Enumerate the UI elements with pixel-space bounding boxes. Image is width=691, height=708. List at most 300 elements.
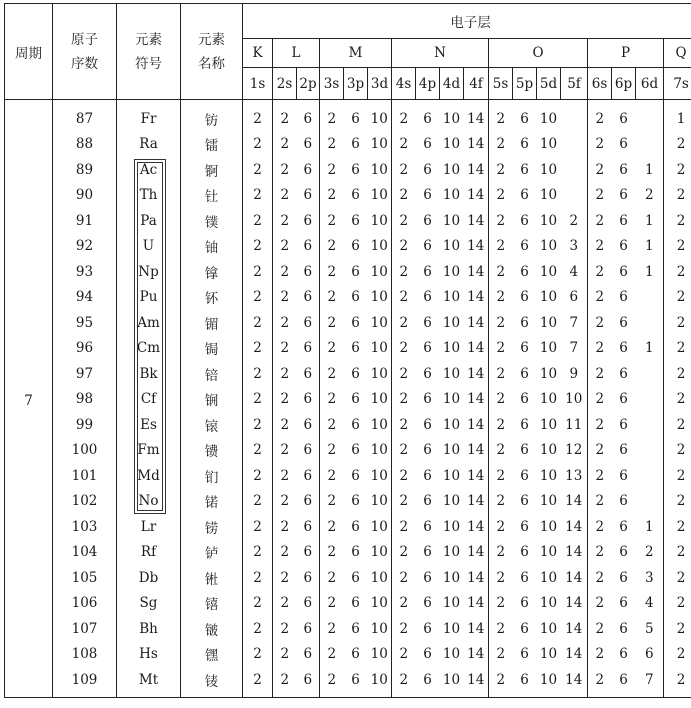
electron-count-4p: 6 <box>423 518 432 535</box>
electron-count-5p: 6 <box>520 187 529 204</box>
electron-count-5f: 6 <box>561 285 588 311</box>
electron-count-6s: 2 <box>588 310 612 336</box>
table-row <box>5 438 691 464</box>
electron-count-5p: 6 <box>520 646 529 663</box>
header-symbol: 元素符号 <box>117 4 181 100</box>
electron-count-2s: 2 <box>273 489 297 515</box>
electron-count-3p: 6 <box>351 467 360 484</box>
electron-count-2s: 2 <box>273 642 297 668</box>
atomic-number-cell: 88 <box>53 132 117 158</box>
electron-count-3d: 10 <box>368 565 392 591</box>
electron-count-7s: 2 <box>664 667 691 697</box>
electron-count-3s: 2 <box>320 310 344 336</box>
header-electron-shells: 电子层 <box>243 4 691 39</box>
electron-count-3s: 2 <box>320 489 344 515</box>
electron-count-3s: 2 <box>320 642 344 668</box>
header-subshell-5f: 5f <box>561 68 588 100</box>
electron-count-6p: 6 <box>619 595 628 612</box>
electron-count-2s: 2 <box>273 336 297 362</box>
element-name-cell: 镅 <box>181 310 243 336</box>
header-subshell-5p: 5p <box>513 68 537 100</box>
electron-count-5p: 6 <box>520 161 529 178</box>
electron-count-2s: 2 <box>273 157 297 183</box>
atomic-number-cell: 105 <box>53 565 117 591</box>
electron-count-3s: 2 <box>320 616 344 642</box>
electron-count-2p: 6 <box>297 259 320 285</box>
electron-count-7s: 2 <box>664 565 691 591</box>
electron-count-2s: 2 <box>273 438 297 464</box>
table-row <box>5 336 691 362</box>
electron-count-6p: 6 <box>619 263 628 280</box>
electron-count-6p: 6 <box>619 212 628 229</box>
header-name: 元素名称 <box>181 4 243 100</box>
header-subshell-2p: 2p <box>297 68 320 100</box>
electron-count-3d: 10 <box>368 463 392 489</box>
electron-count-3d: 10 <box>368 540 392 566</box>
electron-count-4s: 2 <box>392 157 416 183</box>
electron-count-2s: 2 <box>273 540 297 566</box>
electron-count-6p: 6 <box>619 161 628 178</box>
atomic-number-cell: 106 <box>53 591 117 617</box>
electron-count-2p: 6 <box>297 514 320 540</box>
electron-count-4s: 2 <box>392 616 416 642</box>
electron-count-4d: 10 <box>442 314 461 331</box>
electron-count-3p: 6 <box>351 212 360 229</box>
electron-count-5d: 10 <box>539 646 558 663</box>
header-shell-p: P <box>588 39 664 68</box>
element-symbol-cell: Bk <box>117 361 181 387</box>
electron-count-4f: 14 <box>464 667 489 697</box>
electron-count-6p: 6 <box>619 238 628 255</box>
electron-count-6p: 6 <box>619 187 628 204</box>
atomic-number-cell: 90 <box>53 183 117 209</box>
element-symbol-cell: Db <box>117 565 181 591</box>
electron-count-1s: 2 <box>243 132 273 158</box>
element-symbol-cell: Es <box>117 412 181 438</box>
electron-count-3d: 10 <box>368 412 392 438</box>
table-row <box>5 208 691 234</box>
electron-count-4p: 6 <box>423 314 432 331</box>
electron-count-3p: 6 <box>351 365 360 382</box>
table-row <box>5 591 691 617</box>
electron-count-7s: 2 <box>664 310 691 336</box>
electron-count-5p: 6 <box>520 442 529 459</box>
electron-count-5s: 2 <box>489 616 513 642</box>
electron-count-4s: 2 <box>392 208 416 234</box>
element-symbol-cell: Pu <box>117 285 181 311</box>
table-row <box>5 285 691 311</box>
electron-count-4d: 10 <box>442 416 461 433</box>
header-subshell-2s: 2s <box>273 68 297 100</box>
header-subshell-6p: 6p <box>612 68 636 100</box>
electron-count-7s: 2 <box>664 208 691 234</box>
electron-count-6s: 2 <box>588 183 612 209</box>
electron-count-4s: 2 <box>392 132 416 158</box>
electron-count-2p: 6 <box>297 489 320 515</box>
electron-count-4s: 2 <box>392 336 416 362</box>
electron-count-4p: 6 <box>423 187 432 204</box>
atomic-number-cell: 101 <box>53 463 117 489</box>
atomic-number-cell: 98 <box>53 387 117 413</box>
electron-count-1s: 2 <box>243 183 273 209</box>
electron-count-5s: 2 <box>489 514 513 540</box>
electron-count-6s: 2 <box>588 157 612 183</box>
electron-count-5d: 10 <box>539 238 558 255</box>
electron-count-5d: 10 <box>539 620 558 637</box>
electron-count-5s: 2 <box>489 540 513 566</box>
electron-count-3s: 2 <box>320 336 344 362</box>
electron-count-2p: 6 <box>297 565 320 591</box>
electron-count-6d: 7 <box>636 667 664 697</box>
electron-count-5d: 10 <box>539 544 558 561</box>
electron-count-6d: 2 <box>636 540 664 566</box>
electron-count-5f <box>561 132 588 158</box>
electron-count-5p: 6 <box>520 289 529 306</box>
electron-count-6d <box>636 310 664 336</box>
electron-count-6d <box>636 438 664 464</box>
header-subshell-3s: 3s <box>320 68 344 100</box>
electron-count-6d: 6 <box>636 642 664 668</box>
electron-count-1s: 2 <box>243 208 273 234</box>
electron-count-5d: 10 <box>539 340 558 357</box>
header-subshell-7s: 7s <box>664 68 691 100</box>
electron-count-2s: 2 <box>273 616 297 642</box>
electron-count-4p: 6 <box>423 620 432 637</box>
header-subshell-4p: 4p <box>416 68 440 100</box>
element-name-cell: 镄 <box>181 438 243 464</box>
electron-count-4f: 14 <box>464 361 489 387</box>
electron-count-2p: 6 <box>297 100 320 132</box>
electron-count-3s: 2 <box>320 667 344 697</box>
electron-count-4p: 6 <box>423 212 432 229</box>
electron-count-4d: 10 <box>442 544 461 561</box>
electron-count-4p: 6 <box>423 595 432 612</box>
electron-count-4d: 10 <box>442 646 461 663</box>
electron-count-3p: 6 <box>351 263 360 280</box>
electron-count-3p: 6 <box>344 667 368 697</box>
electron-count-6p: 6 <box>619 518 628 535</box>
electron-count-5p: 6 <box>520 365 529 382</box>
electron-count-6d: 4 <box>636 591 664 617</box>
header-subshell-6d: 6d <box>636 68 664 100</box>
electron-count-1s: 2 <box>243 361 273 387</box>
electron-count-6d <box>636 132 664 158</box>
electron-count-4p: 6 <box>416 667 440 697</box>
electron-count-5s: 2 <box>489 412 513 438</box>
electron-count-5s: 2 <box>489 285 513 311</box>
electron-count-2s: 2 <box>273 310 297 336</box>
electron-count-5f: 13 <box>561 463 588 489</box>
electron-count-6p: 6 <box>619 136 628 153</box>
electron-count-4f: 14 <box>464 157 489 183</box>
electron-count-7s: 2 <box>664 642 691 668</box>
electron-count-3p: 6 <box>351 646 360 663</box>
electron-count-5p: 6 <box>513 667 537 697</box>
electron-count-2p: 6 <box>297 591 320 617</box>
electron-count-3p: 6 <box>351 518 360 535</box>
header-shell-m: M <box>320 39 392 68</box>
electron-count-4s: 2 <box>392 285 416 311</box>
element-symbol-cell: Hs <box>117 642 181 668</box>
electron-count-2p: 6 <box>297 208 320 234</box>
electron-count-4d: 10 <box>442 161 461 178</box>
electron-count-3d: 10 <box>368 591 392 617</box>
header-atomic-number: 原子序数 <box>53 4 117 100</box>
electron-count-4d: 10 <box>442 238 461 255</box>
electron-count-4s: 2 <box>392 642 416 668</box>
element-symbol-cell: Cf <box>117 387 181 413</box>
electron-count-5f: 14 <box>561 616 588 642</box>
electron-count-4s: 2 <box>392 387 416 413</box>
electron-count-7s: 2 <box>664 259 691 285</box>
electron-count-6p: 6 <box>612 667 636 697</box>
electron-count-1s: 2 <box>243 259 273 285</box>
electron-count-4d: 10 <box>442 289 461 306</box>
electron-count-4s: 2 <box>392 183 416 209</box>
electron-count-4d: 10 <box>442 391 461 408</box>
element-name-cell: 锫 <box>181 361 243 387</box>
electron-count-2p: 6 <box>297 234 320 260</box>
electron-count-5s: 2 <box>489 100 513 132</box>
table-row <box>5 100 691 132</box>
electron-count-3p: 6 <box>351 569 360 586</box>
electron-count-5d: 10 <box>539 518 558 535</box>
electron-count-3s: 2 <box>320 591 344 617</box>
electron-count-5d: 10 <box>539 493 558 510</box>
header-subshell-3d: 3d <box>368 68 392 100</box>
electron-count-4p: 6 <box>423 289 432 306</box>
element-name-cell: 鿏 <box>181 667 243 697</box>
electron-count-7s: 2 <box>664 489 691 515</box>
electron-count-2s: 2 <box>273 208 297 234</box>
electron-count-1s: 2 <box>243 616 273 642</box>
electron-count-1s: 2 <box>243 438 273 464</box>
electron-count-6d <box>636 285 664 311</box>
electron-count-6p: 6 <box>619 289 628 306</box>
atomic-number-cell: 94 <box>53 285 117 311</box>
electron-count-1s: 2 <box>243 642 273 668</box>
element-symbol-cell: Lr <box>117 514 181 540</box>
electron-count-5d: 10 <box>539 569 558 586</box>
electron-count-5s: 2 <box>489 387 513 413</box>
electron-count-4s: 2 <box>392 234 416 260</box>
electron-count-1s: 2 <box>243 514 273 540</box>
electron-count-5f: 11 <box>561 412 588 438</box>
header-subshell-3p: 3p <box>344 68 368 100</box>
electron-count-4f: 14 <box>464 438 489 464</box>
electron-count-5s: 2 <box>489 565 513 591</box>
element-symbol-cell: Am <box>117 310 181 336</box>
electron-count-3s: 2 <box>320 208 344 234</box>
electron-count-4p: 6 <box>423 161 432 178</box>
element-symbol-cell: Mt <box>117 667 181 697</box>
electron-count-3p: 6 <box>351 595 360 612</box>
electron-count-5d: 10 <box>537 667 561 697</box>
electron-count-5p: 6 <box>520 595 529 612</box>
electron-count-3s: 2 <box>320 540 344 566</box>
electron-count-5f: 14 <box>561 642 588 668</box>
electron-count-6s: 2 <box>588 100 612 132</box>
electron-count-6d: 1 <box>636 336 664 362</box>
electron-count-2p: 6 <box>297 642 320 668</box>
electron-count-6p: 6 <box>619 442 628 459</box>
electron-count-3p: 6 <box>351 314 360 331</box>
actinide-box-inner <box>137 162 163 511</box>
header-shell-n: N <box>392 39 489 68</box>
electron-count-2p: 6 <box>297 463 320 489</box>
electron-count-4s: 2 <box>392 540 416 566</box>
element-name-cell: 铀 <box>181 234 243 260</box>
electron-count-5d: 10 <box>539 442 558 459</box>
electron-count-3d: 10 <box>368 310 392 336</box>
element-name-cell: 锘 <box>181 489 243 515</box>
electron-count-4d: 10 <box>442 263 461 280</box>
electron-count-4f: 14 <box>464 591 489 617</box>
electron-count-3d: 10 <box>368 336 392 362</box>
electron-count-4p: 6 <box>423 544 432 561</box>
electron-configuration-table <box>4 3 691 698</box>
atomic-number-cell: 99 <box>53 412 117 438</box>
electron-count-5f <box>561 100 588 132</box>
electron-count-7s: 2 <box>664 157 691 183</box>
electron-count-4f: 14 <box>464 412 489 438</box>
table-row <box>5 540 691 566</box>
atomic-number-cell: 107 <box>53 616 117 642</box>
electron-count-5s: 2 <box>489 489 513 515</box>
electron-count-4f: 14 <box>464 285 489 311</box>
electron-count-7s: 2 <box>664 361 691 387</box>
table-row <box>5 514 691 540</box>
table-row <box>5 132 691 158</box>
electron-count-4d: 10 <box>442 136 461 153</box>
electron-count-7s: 2 <box>664 616 691 642</box>
electron-count-7s: 1 <box>664 100 691 132</box>
electron-count-4f: 14 <box>464 489 489 515</box>
electron-count-6s: 2 <box>588 208 612 234</box>
electron-count-3d: 10 <box>368 387 392 413</box>
electron-count-7s: 2 <box>664 336 691 362</box>
electron-count-6p: 6 <box>619 340 628 357</box>
electron-count-4d: 10 <box>442 518 461 535</box>
electron-count-4f: 14 <box>464 183 489 209</box>
electron-count-5p: 6 <box>520 416 529 433</box>
electron-count-5f: 14 <box>561 514 588 540</box>
electron-count-5p: 6 <box>520 340 529 357</box>
electron-count-5p: 6 <box>520 620 529 637</box>
electron-count-4d: 10 <box>442 569 461 586</box>
electron-count-1s: 2 <box>243 310 273 336</box>
table-row <box>5 387 691 413</box>
electron-count-6p: 6 <box>619 391 628 408</box>
electron-count-4d: 10 <box>442 620 461 637</box>
electron-count-4d: 10 <box>440 667 464 697</box>
electron-count-4f: 14 <box>464 310 489 336</box>
element-symbol-cell: Np <box>117 259 181 285</box>
electron-count-5s: 2 <box>489 336 513 362</box>
electron-count-5d: 10 <box>539 595 558 612</box>
electron-count-3d: 10 <box>368 514 392 540</box>
electron-count-5s: 2 <box>489 310 513 336</box>
electron-count-5f: 2 <box>561 208 588 234</box>
element-symbol-cell: Cm <box>117 336 181 362</box>
electron-count-4d: 10 <box>442 365 461 382</box>
table-row <box>5 234 691 260</box>
electron-count-5d: 10 <box>539 314 558 331</box>
electron-count-5f <box>561 183 588 209</box>
electron-count-5s: 2 <box>489 591 513 617</box>
electron-count-3d: 10 <box>368 183 392 209</box>
electron-count-5p: 6 <box>520 391 529 408</box>
header-subshell-4s: 4s <box>392 68 416 100</box>
electron-count-3s: 2 <box>320 132 344 158</box>
atomic-number-cell: 108 <box>53 642 117 668</box>
electron-count-5d: 10 <box>539 187 558 204</box>
electron-count-1s: 2 <box>243 565 273 591</box>
atomic-number-cell: 89 <box>53 157 117 183</box>
electron-count-6d <box>636 100 664 132</box>
electron-count-3s: 2 <box>320 387 344 413</box>
electron-count-7s: 2 <box>664 591 691 617</box>
electron-count-5f: 14 <box>561 667 588 697</box>
electron-count-4d: 10 <box>442 595 461 612</box>
table-row <box>5 157 691 183</box>
electron-count-5s: 2 <box>489 463 513 489</box>
electron-count-6p: 6 <box>619 544 628 561</box>
electron-count-3p: 6 <box>351 136 360 153</box>
electron-count-5f: 7 <box>561 336 588 362</box>
element-name-cell: 钍 <box>181 183 243 209</box>
element-symbol-cell: Bh <box>117 616 181 642</box>
electron-count-6p: 6 <box>619 493 628 510</box>
table-row <box>5 361 691 387</box>
electron-count-6p: 6 <box>619 646 628 663</box>
electron-count-4f: 14 <box>464 234 489 260</box>
electron-count-4f: 14 <box>464 259 489 285</box>
electron-count-6p: 6 <box>619 620 628 637</box>
electron-count-4f: 14 <box>464 336 489 362</box>
table-row <box>5 310 691 336</box>
header-subshell-5s: 5s <box>489 68 513 100</box>
electron-count-5p: 6 <box>520 467 529 484</box>
electron-count-3d: 10 <box>368 361 392 387</box>
atomic-number-cell: 97 <box>53 361 117 387</box>
electron-count-4s: 2 <box>392 565 416 591</box>
atomic-number-cell: 104 <box>53 540 117 566</box>
electron-count-5d: 10 <box>539 136 558 153</box>
electron-count-2s: 2 <box>273 667 297 697</box>
electron-count-2p: 6 <box>297 412 320 438</box>
element-name-cell: 锔 <box>181 336 243 362</box>
electron-count-6d: 5 <box>636 616 664 642</box>
electron-count-5d: 10 <box>539 365 558 382</box>
electron-count-6s: 2 <box>588 132 612 158</box>
electron-count-4d: 10 <box>442 442 461 459</box>
electron-count-6d: 2 <box>636 183 664 209</box>
electron-count-5p: 6 <box>520 493 529 510</box>
electron-count-4s: 2 <box>392 667 416 697</box>
electron-count-6s: 2 <box>588 361 612 387</box>
element-name-cell: 锕 <box>181 157 243 183</box>
electron-count-5d: 10 <box>539 110 558 127</box>
electron-count-3d: 10 <box>368 616 392 642</box>
electron-count-3p: 6 <box>351 544 360 561</box>
electron-count-2s: 2 <box>273 361 297 387</box>
electron-count-1s: 2 <box>243 412 273 438</box>
electron-count-6p: 6 <box>619 467 628 484</box>
electron-count-5f: 4 <box>561 259 588 285</box>
header-shell-l: L <box>273 39 320 68</box>
electron-count-5f <box>561 157 588 183</box>
